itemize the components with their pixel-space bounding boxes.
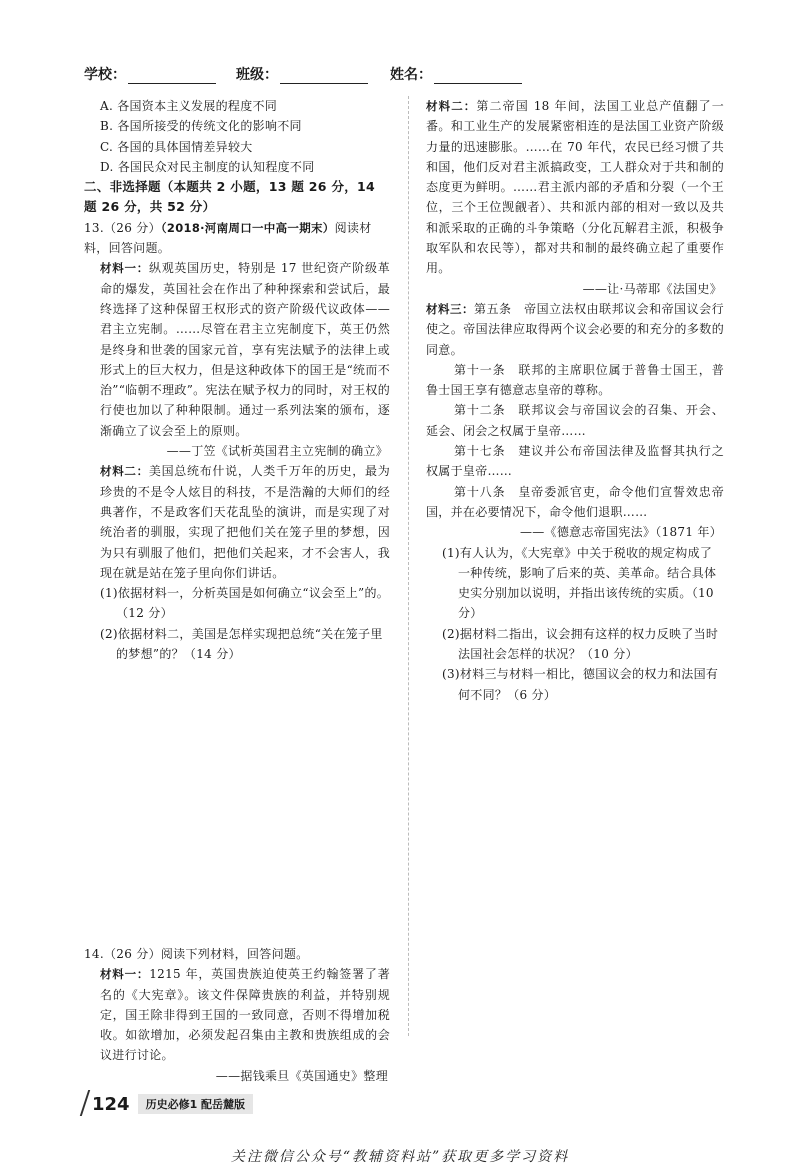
- q13-material-2: [84, 461, 390, 583]
- option-a: A. 各国资本主义发展的程度不同: [100, 99, 278, 113]
- left-column: [84, 96, 390, 664]
- q14-m3-citation: ——《德意志帝国宪法》（1871 年）: [519, 525, 722, 540]
- q14-m1-citation: ——据钱乘旦《英国通史》整理: [215, 1068, 388, 1083]
- q14-m3-art11: 第十一条 联邦的主席职位属于普鲁士国王，普鲁士国王享有德意志皇帝的尊称。: [426, 362, 724, 398]
- q14-m1-label: 材料一：: [100, 967, 150, 982]
- q14-m3-art17: 第十七条 建议并公布帝国法律及监督其执行之权属于皇帝……: [426, 444, 724, 479]
- promo-note: 关注微信公众号“教辅资料站”获取更多学习资料: [230, 1149, 570, 1165]
- q14-m2-citation: ——让·马蒂耶《法国史》: [582, 281, 722, 296]
- name-blank[interactable]: [434, 67, 522, 84]
- q14-m3-label: 材料三：: [426, 301, 475, 316]
- option-d: D. 各国民众对民主制度的认知程度不同: [100, 159, 315, 174]
- q13-material-1: [84, 258, 390, 441]
- q14-sub-1: (1)有人认为，《大宪章》中关于税收的规定构成了一种传统，影响了后来的英、美革命。结合具体史实分别加以说明，并指出该传统的实质。（10 分）: [442, 545, 717, 621]
- right-column: [426, 96, 724, 705]
- q14-m3-art18: 第十八条 皇帝委派官吏，命令他们宣誓效忠帝国，并在必要情况下，命令他们退职……: [426, 484, 724, 519]
- name-field: [390, 64, 522, 84]
- student-info-header: [84, 64, 724, 88]
- class-field: [236, 64, 368, 84]
- q13-m2-text: 美国总统布什说，人类千万年的历史，最为珍贵的不是令人炫目的科技，不是浩瀚的大师们的经典著作，不是政客们天花乱坠的演讲，而是实现了对统治者的驯服，实现了把他们关在笼子里的梦想，因为只有驯服了他们，把他们关起来，才不会害人，我现在就是站在笼子里向你们讲话。: [100, 464, 391, 580]
- q13-m1-citation: ——丁笠《试析英国君主立宪制的确立》: [166, 444, 388, 459]
- q14-sub-2: (2)据材料二指出，议会拥有这样的权力反映了当时法国社会怎样的状况？（10 分）: [442, 626, 719, 662]
- section-title: 二、非选择题（本题共 2 小题，13 题 26 分，14 题 26 分，共 52 分）: [84, 179, 376, 215]
- column-divider: [408, 96, 409, 1036]
- q13-head: 13.（26 分）: [84, 220, 161, 235]
- option-b: B. 各国所接受的传统文化的影响不同: [100, 119, 302, 134]
- q13-m2-label: 材料二：: [100, 464, 149, 479]
- q14-m3-art12: 第十二条 联邦议会与帝国议会的召集、开会、延会、闭会之权属于皇帝……: [426, 403, 724, 438]
- q13-m1-label: 材料一：: [100, 261, 149, 276]
- q13-m1-text: 纵观英国历史，特别是 17 世纪资产阶级革命的爆发，英国社会在作出了种种探索和尝试后，最终选择了这种保留王权形式的资产阶级代议政体——君主立宪制。……尽管在君主立宪制度下，英王仍然是终身和世袭的国家元首，享有宪法赋予的法律上或形式上的巨大权力，但是这种政体下的国王是“统而不治”“临朝不理政”。宪法在赋予权力的同时，对王权的行使也加以了种种限制。通过一系列法案的颁布，逐渐确立了议会至上的原则。: [100, 261, 391, 438]
- question-13-stem: [84, 218, 390, 259]
- q14-m2-text: 第二帝国 18 年间，法国工业总产值翻了一番。和工业生产的发展紧密相连的是法国工业资产阶级力量的迅速膨胀。……在 70 年代，农民已经习惯了共和国，他们反对君主派搞政变，工人群众对于共和制的态度更为鲜明。……君主派内部的矛盾和分裂（一个王位，三个王位觊觎者）、共和派内部的相对一致以及共和派采取的正确的斗争策略（分化瓦解君主派，积极争取军队和农民等），都对共和制的最终确立起了重要作用。: [426, 99, 725, 276]
- class-blank[interactable]: [280, 67, 368, 84]
- name-label: 姓名：: [390, 67, 432, 83]
- class-label: 班级：: [236, 67, 278, 83]
- school-label: 学校：: [84, 67, 126, 83]
- page-footer: [84, 1090, 253, 1116]
- footer-slash-mark: [80, 1090, 90, 1116]
- question-14: [84, 944, 390, 1086]
- q13-source: （2018·河南周口一中高一期末）: [160, 220, 335, 235]
- q13-sub-1: (1)依据材料一，分析英国是如何确立“议会至上”的。（12 分）: [100, 586, 390, 621]
- q14-material-3: [426, 299, 724, 360]
- q14-material-2: [426, 96, 724, 279]
- q14-m2-label: 材料二：: [426, 99, 477, 113]
- option-c: C. 各国的具体国情差异较大: [100, 139, 253, 154]
- school-blank[interactable]: [128, 67, 216, 84]
- q14-sub-3: (3)材料三与材料一相比，德国议会的权力和法国有何不同？（6 分）: [442, 667, 719, 702]
- q14-m1-text: 1215 年，英国贵族迫使英王约翰签署了著名的《大宪章》。该文件保障贵族的利益，并特别规定，国王除非得到王国的一致同意，否则不得增加税收。如欲增加，必须发起召集由主教和贵族组成的会议进行讨论。: [100, 967, 391, 1063]
- q13-sub-2: (2)依据材料二，美国是怎样实现把总统“关在笼子里的梦想”的？（14 分）: [100, 626, 383, 662]
- q13-instruction: 阅读材料，回答问题。: [84, 220, 372, 256]
- q14-m3-art5: 第五条 帝国立法权由联邦议会和帝国议会行使之。帝国法律应取得两个议会必要的和充分的多数的同意。: [426, 301, 724, 357]
- page-number: 124: [92, 1094, 130, 1115]
- q14-head: 14.（26 分）阅读下列材料，回答问题。: [84, 947, 309, 961]
- book-name-badge: 历史必修1 配岳麓版: [138, 1094, 253, 1114]
- school-field: [84, 64, 216, 84]
- q14-material-1: [84, 964, 390, 1065]
